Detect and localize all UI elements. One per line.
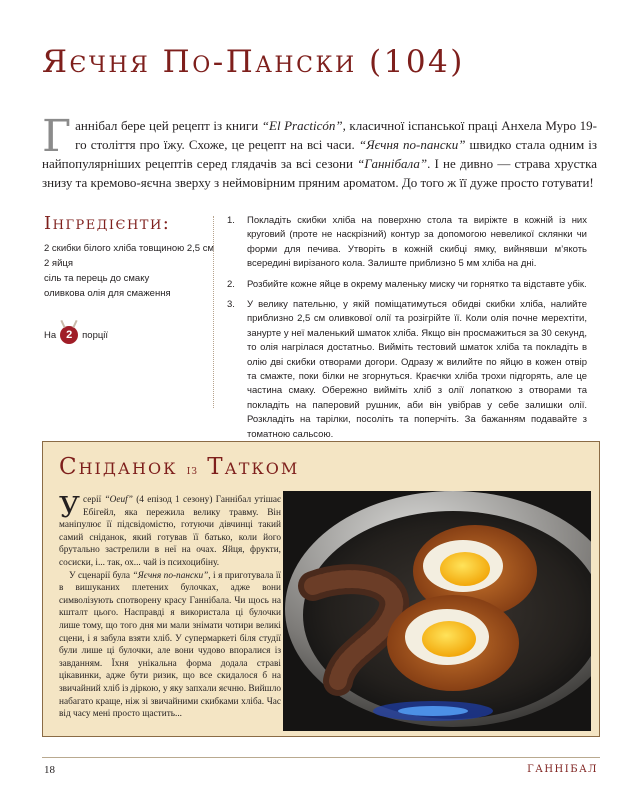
servings-prefix: На — [44, 329, 57, 341]
sidebar-title-part: із — [186, 463, 198, 478]
sidebar-text-run: , і я приготувала її в вишуканих плетених булочках, адже вони символізують спотворену красу Ганнібала. Чи щось на кшталт цього. Насправді я використала ці булочки лише тому, що того дня ми мали знімати чотири великі сцени, і я забула взяти хліб. У супермаркеті біля студії були лише ці булочки, але вони чудово впоралися із завданням. Їхня унікальна форма додала страві цікавинки, адже бути ризик, що все скидалося б на звичайний хліб із діркою, у яку запхали яєчню. Вийшло набагато краще, ніж зі звичайними скибками хліба. Час від часу мені просто щастить... — [59, 570, 281, 720]
ingredient-item: 2 яйця — [44, 258, 73, 269]
ingredients-list — [44, 241, 214, 301]
column-divider — [213, 216, 214, 408]
step-item — [227, 278, 587, 292]
sidebar-dropcap: У — [59, 490, 80, 524]
sidebar-title-part: Татком — [197, 454, 300, 480]
sidebar-paragraph — [59, 490, 281, 570]
servings-info — [44, 326, 108, 344]
step-number: 3. — [227, 299, 235, 311]
intro-paragraph — [42, 111, 597, 192]
intro-text-1: аннібал бере цей рецепт із книги — [75, 118, 262, 133]
footer-rule — [42, 757, 600, 758]
ingredient-item: сіль та перець до смаку — [44, 273, 150, 284]
step-text: Розбийте кожне яйце в окрему маленьку миску чи горнятко та відставте убік. — [247, 278, 587, 290]
servings-suffix: порції — [82, 329, 109, 341]
sidebar-text-run: У сценарії була — [69, 570, 133, 581]
sidebar-text — [59, 490, 281, 721]
step-text: Покладіть скибки хліба на поверхню стола та виріжте в кожній із них круговий (проте не наскрізний) контур за допомогою невеликої склянки чи форми для печива. Утворіть в кожній скибці ямку, вийнявши м’якоть всередині вирізаного кола. Залиште приблизно 5 мм хліба на дні. — [247, 215, 587, 270]
sidebar-box — [42, 441, 600, 737]
step-number: 1. — [227, 215, 235, 226]
sidebar-title — [59, 454, 299, 480]
ingredients-heading: Інгредієнти: — [44, 213, 171, 234]
sidebar-paragraph — [59, 570, 281, 721]
step-item — [227, 298, 587, 442]
food-photo — [283, 491, 591, 731]
sidebar-episode-name: “Oeuf” — [104, 495, 133, 505]
ingredient-item: 2 скибки білого хліба товщиною 2,5 см — [44, 243, 215, 254]
step-number: 2. — [227, 278, 235, 290]
sidebar-title-part: Сніданок — [59, 454, 187, 480]
intro-text-2: , класичної іспанської праці Анхела Муро 19-го століття про їжу. Схоже, це рецепт на всі часи. — [75, 118, 597, 152]
intro-book-title: “El Practicón” — [261, 118, 343, 133]
step-text: У велику пательню, у якій поміщатимуться обидві скибки хліба, налийте приблизно 2,5 см оливкової олії та розігрійте її. Коли олія почне мерехтіти, занурте у неї маленький шматок хліба. Якщо він просмажиться за 30 секунд, то олія нагрілася достатньо. Вийміть тестовий шматок хліба та покладіть в олію дві скибки отворами догори. Одразу ж вилийте по яйцю в кожен отвір та смажте, поки білки не згорнуться. Краєчки хліба трохи підгорять, але це частина смаку. Обережно вийміть хліб з олії лопаткою з отворами та покладіть на паперовий рушник, аби він увібрав у себе залишки олії. Розкладіть на тарілки, посоліть та поперчіть. За бажанням подавайте з томатною сальсою. — [247, 299, 587, 440]
step-item — [227, 214, 587, 272]
sidebar-text-run: серії — [82, 495, 105, 505]
running-footer-title: ГАННІБАЛ — [527, 764, 598, 775]
intro-dish-name: “Яєчня по-пански” — [358, 137, 466, 152]
ingredient-item: оливкова олія для смаження — [44, 288, 171, 299]
food-photo-illustration — [283, 491, 591, 731]
steps-list — [227, 214, 587, 448]
recipe-title: Яєчня По-Пански (104) — [42, 44, 465, 80]
sidebar-dish-name: “Яєчня по-пански” — [132, 570, 209, 581]
intro-text-4: . І не дивно — страва хрустка знизу та кремово-яєчна зверху з неймовірним пряним ароматом. До того ж її дуже просто готувати! — [42, 156, 597, 190]
page-number: 18 — [44, 764, 55, 776]
intro-text-3: швидко стала одним із найпопулярніших рецептів серед глядачів за всі сезони — [42, 137, 597, 171]
intro-dropcap: Г — [42, 111, 72, 162]
servings-badge-icon: 2 — [60, 326, 78, 344]
sidebar-text-run: (4 епізод 1 сезону) Ганнібал утішає Ебігейл, яка пережила велику травму. Він маніпулює її підсвідомістю, готуючи дівчинці такий самий сніданок, який готував її батько, коли його брутально застрелили в неї на очах. Яйця, фрукти, сосиски, і... так, ох... чай із психоцибіну. — [59, 495, 281, 568]
intro-show-name: “Ганнібала” — [357, 156, 428, 171]
